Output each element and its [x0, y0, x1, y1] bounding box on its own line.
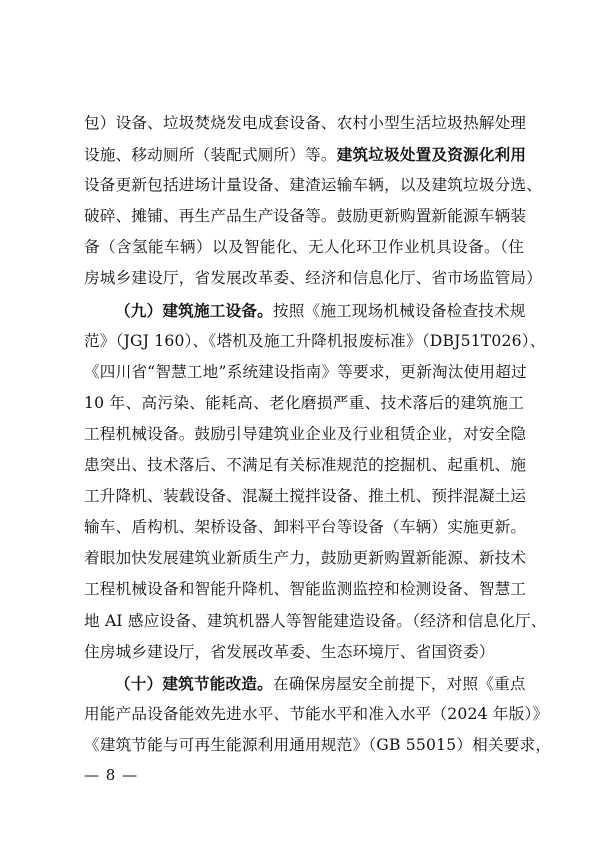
text-line — [84, 699, 549, 730]
body-text: 范》（JGJ 160）、《塔机及施工升降机报废标准》（DBJ51T026）、 — [84, 331, 546, 350]
body-text: 《建筑节能与可再生能源利用通用规范》（GB 55015）相关要求， — [84, 735, 552, 754]
text-line — [84, 139, 527, 170]
body-text: 患突出、技术落后、不满足有关标准规范的挖掘机、起重机、施 — [84, 456, 527, 475]
text-line — [84, 295, 524, 326]
body-text: 破碎、摊铺、再生产品生产设备等。鼓励更新购置新能源车辆装 — [84, 207, 527, 226]
document-body — [84, 108, 552, 761]
body-text: 住房城乡建设厅，省发展改革委、生态环境厅、省国资委） — [84, 642, 495, 661]
body-text: 包）设备、垃圾焚烧发电成套设备、农村小型生活垃圾热解处理 — [84, 114, 527, 132]
body-text: 备（含氢能车辆）以及智能化、无人化环卫作业机具设备。（住 — [84, 238, 524, 257]
body-text: 房城乡建设厅，省发展改革委、经济和信息化厅、省市场监管局） — [84, 269, 543, 288]
bold-heading-text: 建筑垃圾处置及资源化利用 — [336, 145, 527, 165]
body-text: 设施、移动厕所（装配式厕所）等。 — [84, 146, 337, 165]
text-line — [84, 450, 527, 481]
body-text: 设备更新包括进场计量设备、建渣运输车辆，以及建筑垃圾分选、 — [84, 176, 543, 195]
body-text: 工升降机、装载设备、混凝土搅拌设备、推土机、预拌混凝土运 — [84, 487, 527, 506]
text-line — [84, 357, 527, 388]
text-line — [84, 263, 543, 294]
body-text: 用能产品设备能效先进水平、节能水平和准入水平（2024 年版）》 — [84, 704, 549, 723]
text-line — [84, 606, 547, 637]
body-text: 工程机械设备和智能升降机、智能监测监控和检测设备、智慧工 — [84, 580, 527, 599]
text-line — [84, 512, 527, 543]
text-line — [84, 730, 552, 761]
body-text: 输车、盾构机、架桥设备、卸料平台等设备（车辆）实施更新。 — [84, 518, 527, 537]
body-text: 10 年、高污染、能耗高、老化磨损严重、技术落后的建筑施工 — [84, 393, 524, 412]
text-line — [84, 201, 527, 232]
text-line — [84, 232, 524, 263]
page-number: — 8 — — [84, 766, 139, 784]
body-text: 工程机械设备。鼓励引导建筑业企业及行业租赁企业，对安全隐 — [84, 424, 527, 443]
text-line — [84, 170, 543, 201]
text-line — [84, 574, 527, 605]
body-text: 按照《施工现场机械设备检查技术规 — [272, 301, 526, 320]
text-line — [84, 668, 524, 699]
text-line — [84, 637, 524, 668]
body-text: 在确保房屋安全前提下，对照《重点 — [272, 674, 526, 693]
body-text: 着眼加快发展建筑业新质生产力，鼓励更新购置新能源、新技术 — [84, 549, 527, 568]
body-text: 地 AI 感应设备、建筑机器人等智能建造设备。（经济和信息化厅、 — [84, 611, 547, 630]
text-line — [84, 326, 546, 357]
text-line — [84, 419, 527, 450]
bold-heading-text: （十）建筑节能改造。 — [115, 673, 273, 693]
text-line — [84, 543, 527, 574]
text-line — [84, 388, 524, 419]
text-line — [84, 481, 527, 512]
bold-heading-text: （九）建筑施工设备。 — [115, 300, 273, 320]
body-text: 《四川省“智慧工地”系统建设指南》等要求，更新淘汰使用超过 — [84, 362, 527, 381]
text-line — [84, 108, 527, 139]
